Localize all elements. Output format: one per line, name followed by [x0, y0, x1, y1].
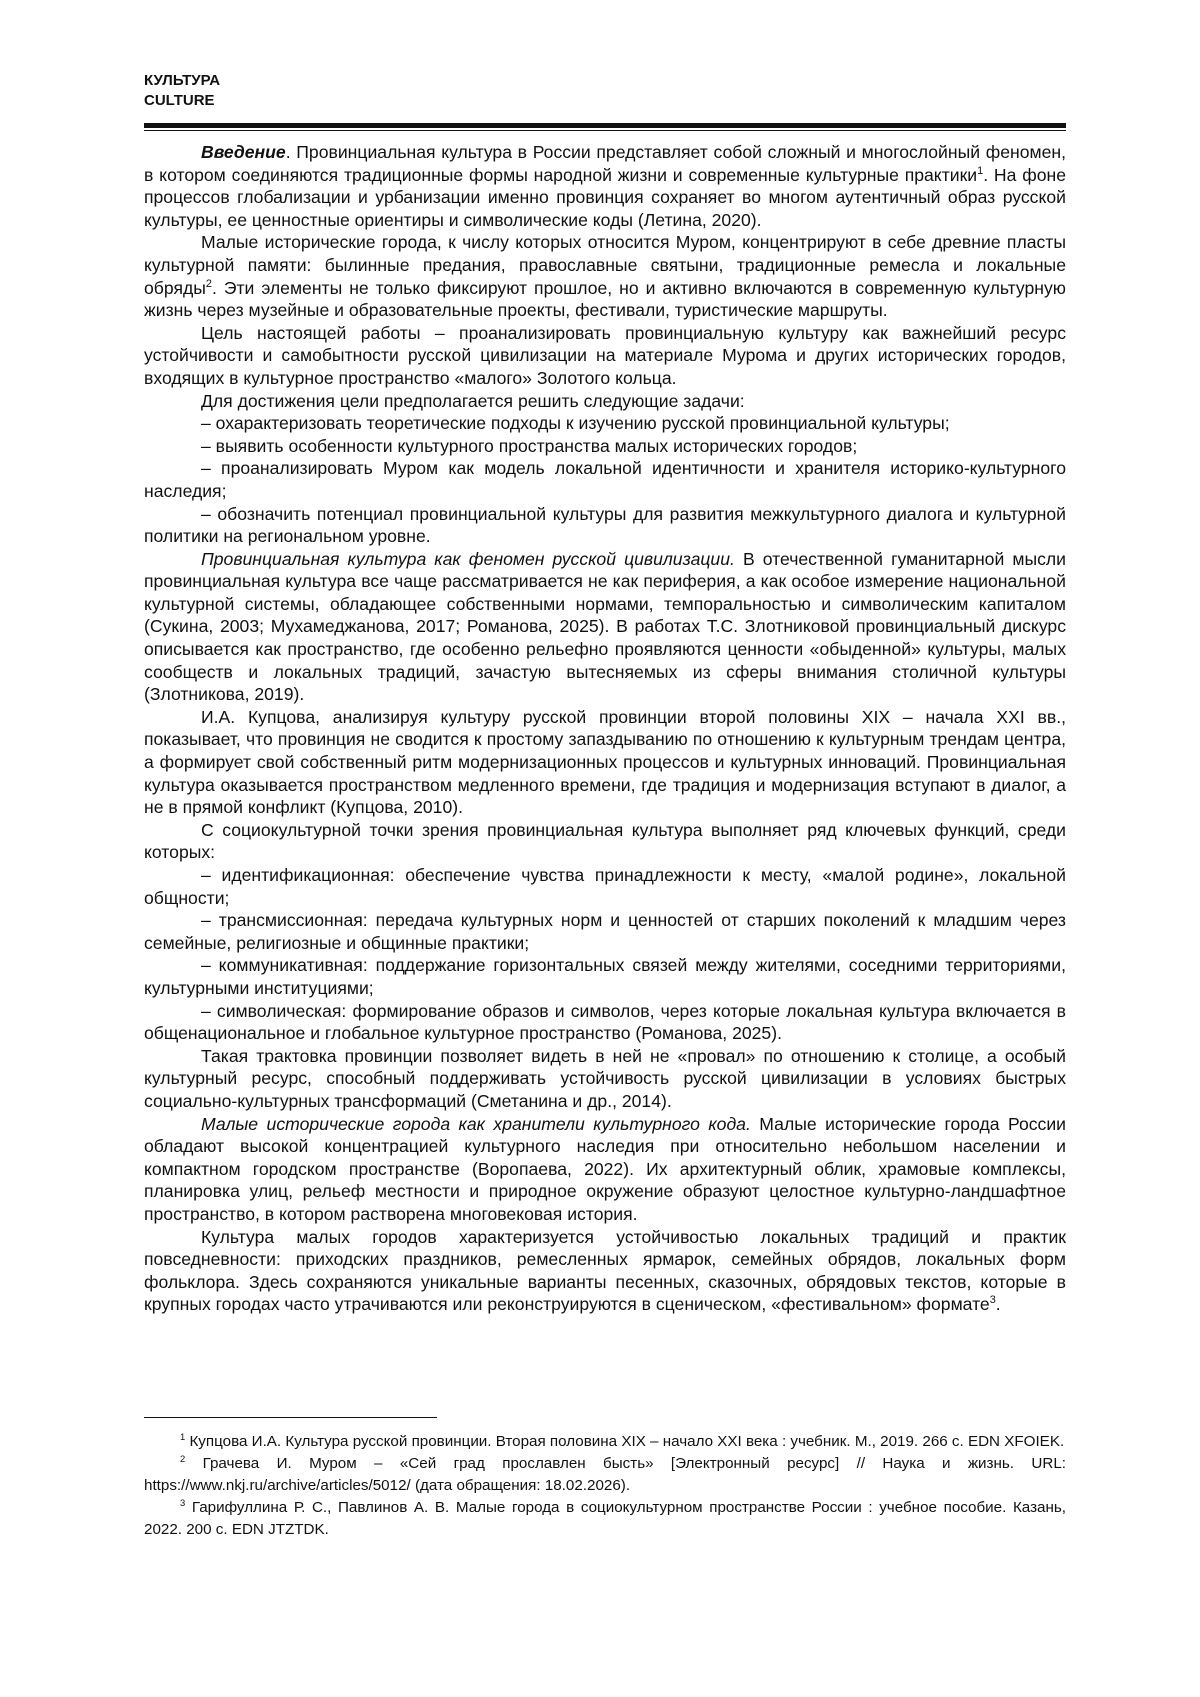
- paragraph-text: Культура малых городов характеризуется устойчивостью локальных традиций и практик повседневности: приходских праздников, ремесленных ярмарок, семейных обрядов, локальных форм фольклора. Здесь сохраняются уникальные варианты песенных, сказочных, обрядовых текстов, которые в крупных городах часто утрачиваются или реконструируются в сценическом, «фестивальном» формате: [144, 1226, 1066, 1315]
- footnote-separator: [144, 1417, 437, 1418]
- section-lead-historic-towns: Малые исторические города как хранители культурного кода.: [201, 1113, 751, 1134]
- paragraph-text: В отечественной гуманитарной мысли провинциальная культура все чаще рассматривается не как периферия, а как особое измерение национальной культурной системы, обладающее собственными нормами, темпоральностью и символическим капиталом (Сукина, 2003; Мухамеджанова, 2017; Романова, 2025). В работах Т.С. Злотниковой провинциальный дискурс описывается как пространство, где особенно рельефно проявляются ценности «обыденной» культуры, малых сообществ и локальных традиций, зачастую вытесняемых из сферы внимания столичной культуры (Злотникова, 2019).: [144, 548, 1066, 705]
- header-title-ru: КУЛЬТУРА: [144, 72, 221, 89]
- paragraph-provincial-culture: [144, 548, 1066, 706]
- paragraph-town-culture: [144, 1226, 1066, 1316]
- paragraph-small-towns: [144, 231, 1066, 321]
- header-rule-thick: [144, 123, 1066, 128]
- footnote-number: 3: [180, 1496, 186, 1508]
- paragraph-introduction: [144, 141, 1066, 231]
- article-body: [144, 141, 1066, 1316]
- list-item-task: – обозначить потенциал провинциальной культуры для развития межкультурного диалога и культурной политики на региональном уровне.: [144, 503, 1066, 547]
- footnote-1: [144, 1431, 1066, 1453]
- list-item-function: – идентификационная: обеспечение чувства принадлежности к месту, «малой родине», локальной общности;: [144, 865, 1066, 908]
- header-rule-thin: [144, 130, 1066, 131]
- paragraph-text: . Эти элементы не только фиксируют прошлое, но и активно включаются в современную культурную жизнь через музейные и образовательные проекты, фестивали, туристические маршруты.: [144, 277, 1066, 321]
- header-title-en: CULTURE: [144, 92, 215, 109]
- paragraph-text: . На фоне процессов глобализации и урбанизации именно провинция сохраняет во многом аутентичный образ русской культуры, ее ценностные ориентиры и символические коды (Летина, 2020).: [144, 164, 1067, 230]
- list-item-task: – охарактеризовать теоретические подходы к изучению русской провинциальной культуры;: [201, 413, 950, 434]
- list-item-function: – символическая: формирование образов и символов, через которые локальная культура включается в общенациональное и глобальное культурное пространство (Романова, 2025).: [144, 1000, 1066, 1044]
- footnote-ref-1[interactable]: 1: [977, 164, 984, 177]
- list-item-function: – трансмиссионная: передача культурных норм и ценностей от старших поколений к младшим через семейные, религиозные и общинные практики;: [144, 910, 1066, 953]
- footnote-ref-3[interactable]: 3: [989, 1294, 996, 1307]
- paragraph-text: Малые исторические города, к числу которых относится Муром, концентрируют в себе древние пласты культурной памяти: былинные предания, православные святыни, традиционные ремесла и локальные обряды: [144, 232, 1066, 298]
- paragraph-text: Малые исторические города России обладают высокой концентрацией культурного наследия при относительно небольшом населении и компактном городском пространстве (Воропаева, 2022). Их архитектурный облик, храмовые комплексы, планировка улиц, рельеф местности и природное окружение образуют целостное культурно-ландшафтное пространство, в котором растворена многовековая история.: [144, 1113, 1066, 1224]
- paragraph-historic-towns: [144, 1113, 1066, 1226]
- footnotes: [144, 1431, 1066, 1541]
- section-lead-provincial-culture: Провинциальная культура как феномен русской цивилизации.: [201, 548, 735, 569]
- paragraph-interpretation: Такая трактовка провинции позволяет видеть в ней не «провал» по отношению к столице, а особый культурный ресурс, способный поддерживать устойчивость русской цивилизации в условиях быстрых социально-культурных трансформаций (Сметанина и др., 2014).: [144, 1045, 1066, 1111]
- list-item-function: – коммуникативная: поддержание горизонтальных связей между жителями, соседними территориями, культурными институциями;: [144, 955, 1066, 998]
- list-item-task: – проанализировать Муром как модель локальной идентичности и хранителя историко-культурного наследия;: [144, 458, 1066, 501]
- paragraph-aim: Цель настоящей работы – проанализировать провинциальную культуру как важнейший ресурс устойчивости и самобытности русской цивилизации на материале Мурома и других исторических городов, входящих в культурное пространство «малого» Золотого кольца.: [144, 322, 1066, 388]
- paragraph-text: .: [995, 1294, 1001, 1315]
- footnote-text: Гарифуллина Р. С., Павлинов А. В. Малые города в социокультурном пространстве России : учебное пособие. Казань, 2022. 200 с. EDN JTZTDK.: [144, 1499, 1066, 1538]
- footnote-number: 1: [180, 1430, 186, 1442]
- footnote-text: Грачева И. Муром – «Сей град прославлен бысть» [Электронный ресурс] // Наука и жизнь. URL: https://www.nkj.ru/archive/articles/5012/ (дата обращения: 18.02.2026).: [144, 1455, 1066, 1494]
- paragraph-kuptsova: И.А. Купцова, анализируя культуру русской провинции второй половины XIX – начала XXI вв., показывает, что провинция не сводится к простому запаздыванию по отношению к культурным трендам центра, а формирует свой собственный ритм модернизационных процессов и культурных инноваций. Провинциальная культура оказывается пространством медленного времени, где традиция и модернизация вступают в диалог, а не в прямой конфликт (Купцова, 2010).: [144, 706, 1066, 818]
- paragraph-functions-intro: С социокультурной точки зрения провинциальная культура выполняет ряд ключевых функций, среди которых:: [144, 819, 1066, 863]
- footnote-2: [144, 1453, 1066, 1497]
- footnote-number: 2: [180, 1452, 186, 1464]
- section-lead-introduction: Введение: [201, 142, 286, 162]
- footnote-text: Купцова И.А. Культура русской провинции. Вторая половина XIX – начало XXI века : учебник. М., 2019. 266 с. EDN XFOIEK.: [185, 1433, 1065, 1450]
- running-header: [144, 71, 220, 111]
- paragraph-text: . Провинциальная культура в России представляет собой сложный и многослойный феномен, в котором соединяются традиционные формы народной жизни и современные культурные практики: [144, 142, 1066, 185]
- footnote-ref-2[interactable]: 2: [205, 277, 212, 290]
- paragraph-tasks-intro: Для достижения цели предполагается решить следующие задачи:: [201, 390, 745, 411]
- footnote-3: [144, 1497, 1066, 1541]
- list-item-task: – выявить особенности культурного пространства малых исторических городов;: [201, 435, 858, 456]
